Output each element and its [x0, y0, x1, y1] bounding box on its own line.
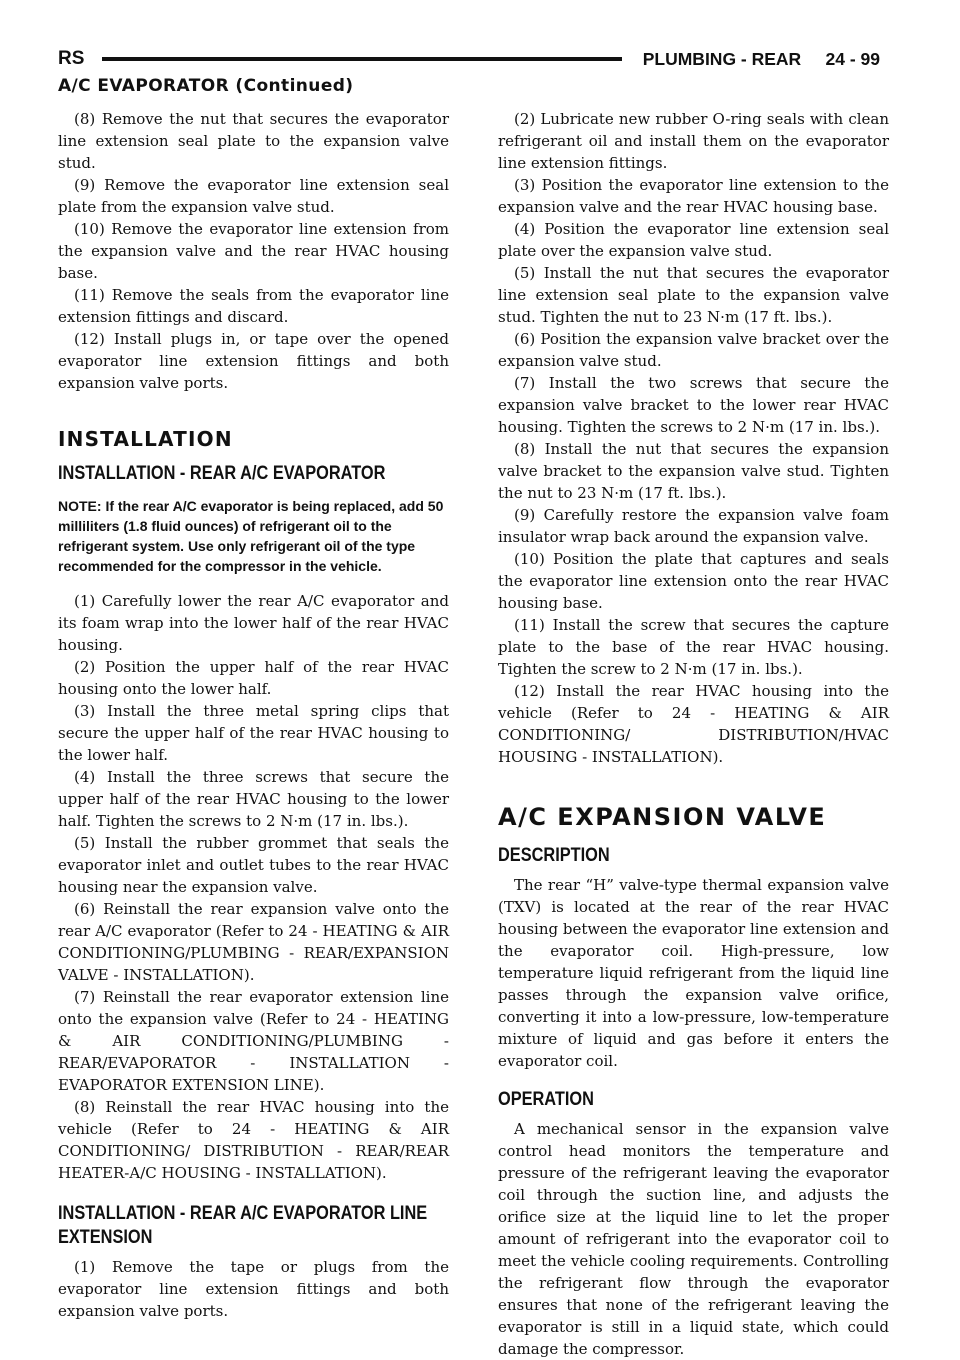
step-paragraph: (2) Position the upper half of the rear HVAC housing onto the lower half. — [58, 658, 449, 698]
operation-heading: OPERATION — [498, 1089, 594, 1110]
step-paragraph: (8) Remove the nut that secures the evaporator line extension seal plate to the expansion valve stud. — [58, 110, 449, 172]
continued-title: A/C EVAPORATOR (Continued) — [58, 76, 354, 96]
step-paragraph: (8) Install the nut that secures the expansion valve bracket to the expansion valve stud. Tighten the nut to 23 N·m (17 ft. lbs.). — [498, 440, 889, 502]
step-paragraph: (9) Remove the evaporator line extension seal plate from the expansion valve stud. — [58, 176, 449, 216]
left-column — [58, 108, 449, 1322]
step-paragraph: (5) Install the nut that secures the evaporator line extension seal plate to the expansion valve stud. Tighten the nut to 23 N·m (17 ft. lbs.). — [498, 264, 889, 326]
step-paragraph: (6) Reinstall the rear expansion valve onto the rear A/C evaporator (Refer to 24 - HEATING & AIR CONDITIONING/PLUMBING - REAR/EXPANSION VALVE - INSTALLATION). — [58, 900, 449, 984]
step-paragraph: (11) Remove the seals from the evaporator line extension fittings and discard. — [58, 286, 449, 326]
step-paragraph: (1) Remove the tape or plugs from the evaporator line extension fittings and both expansion valve ports. — [58, 1258, 449, 1320]
page-header — [58, 44, 880, 74]
step-paragraph: (3) Install the three metal spring clips that secure the upper half of the rear HVAC housing to the lower half. — [58, 702, 449, 764]
step-paragraph: (10) Remove the evaporator line extension from the expansion valve and the rear HVAC housing base. — [58, 220, 449, 282]
installation-heading: INSTALLATION — [58, 427, 233, 451]
step-paragraph: (7) Reinstall the rear evaporator extension line onto the expansion valve (Refer to 24 - HEATING & AIR CONDITIONING/PLUMBING - REAR/EVAPORATOR - INSTALLATION - EVAPORATOR EXTENSION LINE). — [58, 988, 449, 1094]
step-paragraph: (3) Position the evaporator line extension to the expansion valve and the rear HVAC housing base. — [498, 176, 889, 216]
description-heading: DESCRIPTION — [498, 845, 610, 866]
step-paragraph: (9) Carefully restore the expansion valve foam insulator wrap back around the expansion valve. — [498, 506, 889, 546]
description-paragraph: The rear “H” valve-type thermal expansion valve (TXV) is located at the rear of the rear HVAC housing between the evaporator line extension and the evaporator coil. High-pressure, low temperature liquid refrigerant from the liquid line passes through the expansion valve orifice, converting it into a low-pressure, low-temperature mixture of liquid and gas before it enters the evaporator coil. — [498, 876, 889, 1070]
right-column — [498, 108, 889, 1360]
step-paragraph: (12) Install the rear HVAC housing into the vehicle (Refer to 24 - HEATING & AIR CONDITIONING/ DISTRIBUTION/HVAC HOUSING - INSTALLATION). — [498, 682, 889, 766]
step-paragraph: (1) Carefully lower the rear A/C evaporator and its foam wrap into the lower half of the rear HVAC housing. — [58, 592, 449, 654]
expansion-valve-heading: A/C EXPANSION VALVE — [498, 803, 827, 831]
header-rule — [102, 57, 622, 61]
install-line-extension-heading: INSTALLATION - REAR A/C EVAPORATOR LINE EXTENSION — [58, 1203, 428, 1248]
step-paragraph: (6) Position the expansion valve bracket over the expansion valve stud. — [498, 330, 889, 370]
step-paragraph: (7) Install the two screws that secure the expansion valve bracket to the lower rear HVAC housing. Tighten the screws to 2 N·m (17 in. lbs.). — [498, 374, 889, 436]
step-paragraph: (4) Install the three screws that secure the upper half of the rear HVAC housing to the lower half. Tighten the screws to 2 N·m (17 in. lbs.). — [58, 768, 449, 830]
section-code: RS — [58, 48, 85, 69]
step-paragraph: (5) Install the rubber grommet that seals the evaporator inlet and outlet tubes to the rear HVAC housing near the expansion valve. — [58, 834, 449, 896]
step-paragraph: (4) Position the evaporator line extension seal plate over the expansion valve stud. — [498, 220, 889, 260]
step-paragraph: (8) Reinstall the rear HVAC housing into the vehicle (Refer to 24 - HEATING & AIR CONDITIONING/ DISTRIBUTION - REAR/REAR HEATER-A/C HOUSING - INSTALLATION). — [58, 1098, 449, 1182]
step-paragraph: (12) Install plugs in, or tape over the opened evaporator line extension fittings and both expansion valve ports. — [58, 330, 449, 392]
note-text: NOTE: If the rear A/C evaporator is being replaced, add 50 milliliters (1.8 fluid ounces) of refrigerant oil to the refrigerant system. Use only refrigerant oil of the type recommended for the compressor in the vehicle. — [58, 498, 444, 574]
install-evaporator-heading: INSTALLATION - REAR A/C EVAPORATOR — [58, 463, 386, 484]
step-paragraph: (10) Position the plate that captures and seals the evaporator line extension onto the rear HVAC housing base. — [498, 550, 889, 612]
section-title-page-number: PLUMBING - REAR 24 - 99 — [642, 49, 880, 69]
operation-paragraph: A mechanical sensor in the expansion valve control head monitors the temperature and pressure of the refrigerant leaving the evaporator coil through the suction line, and adjusts the orifice size at the liquid line to let the proper amount of refrigerant into the evaporator coil to meet the vehicle cooling requirements. Controlling the refrigerant flow through the evaporator ensures that none of the refrigerant leaving the evaporator is still in a liquid state, which could damage the compressor. — [498, 1120, 889, 1358]
step-paragraph: (11) Install the screw that secures the capture plate to the base of the rear HVAC housing. Tighten the screw to 2 N·m (17 in. lbs.). — [498, 616, 889, 678]
step-paragraph: (2) Lubricate new rubber O-ring seals with clean refrigerant oil and install them on the evaporator line extension fittings. — [498, 110, 889, 172]
